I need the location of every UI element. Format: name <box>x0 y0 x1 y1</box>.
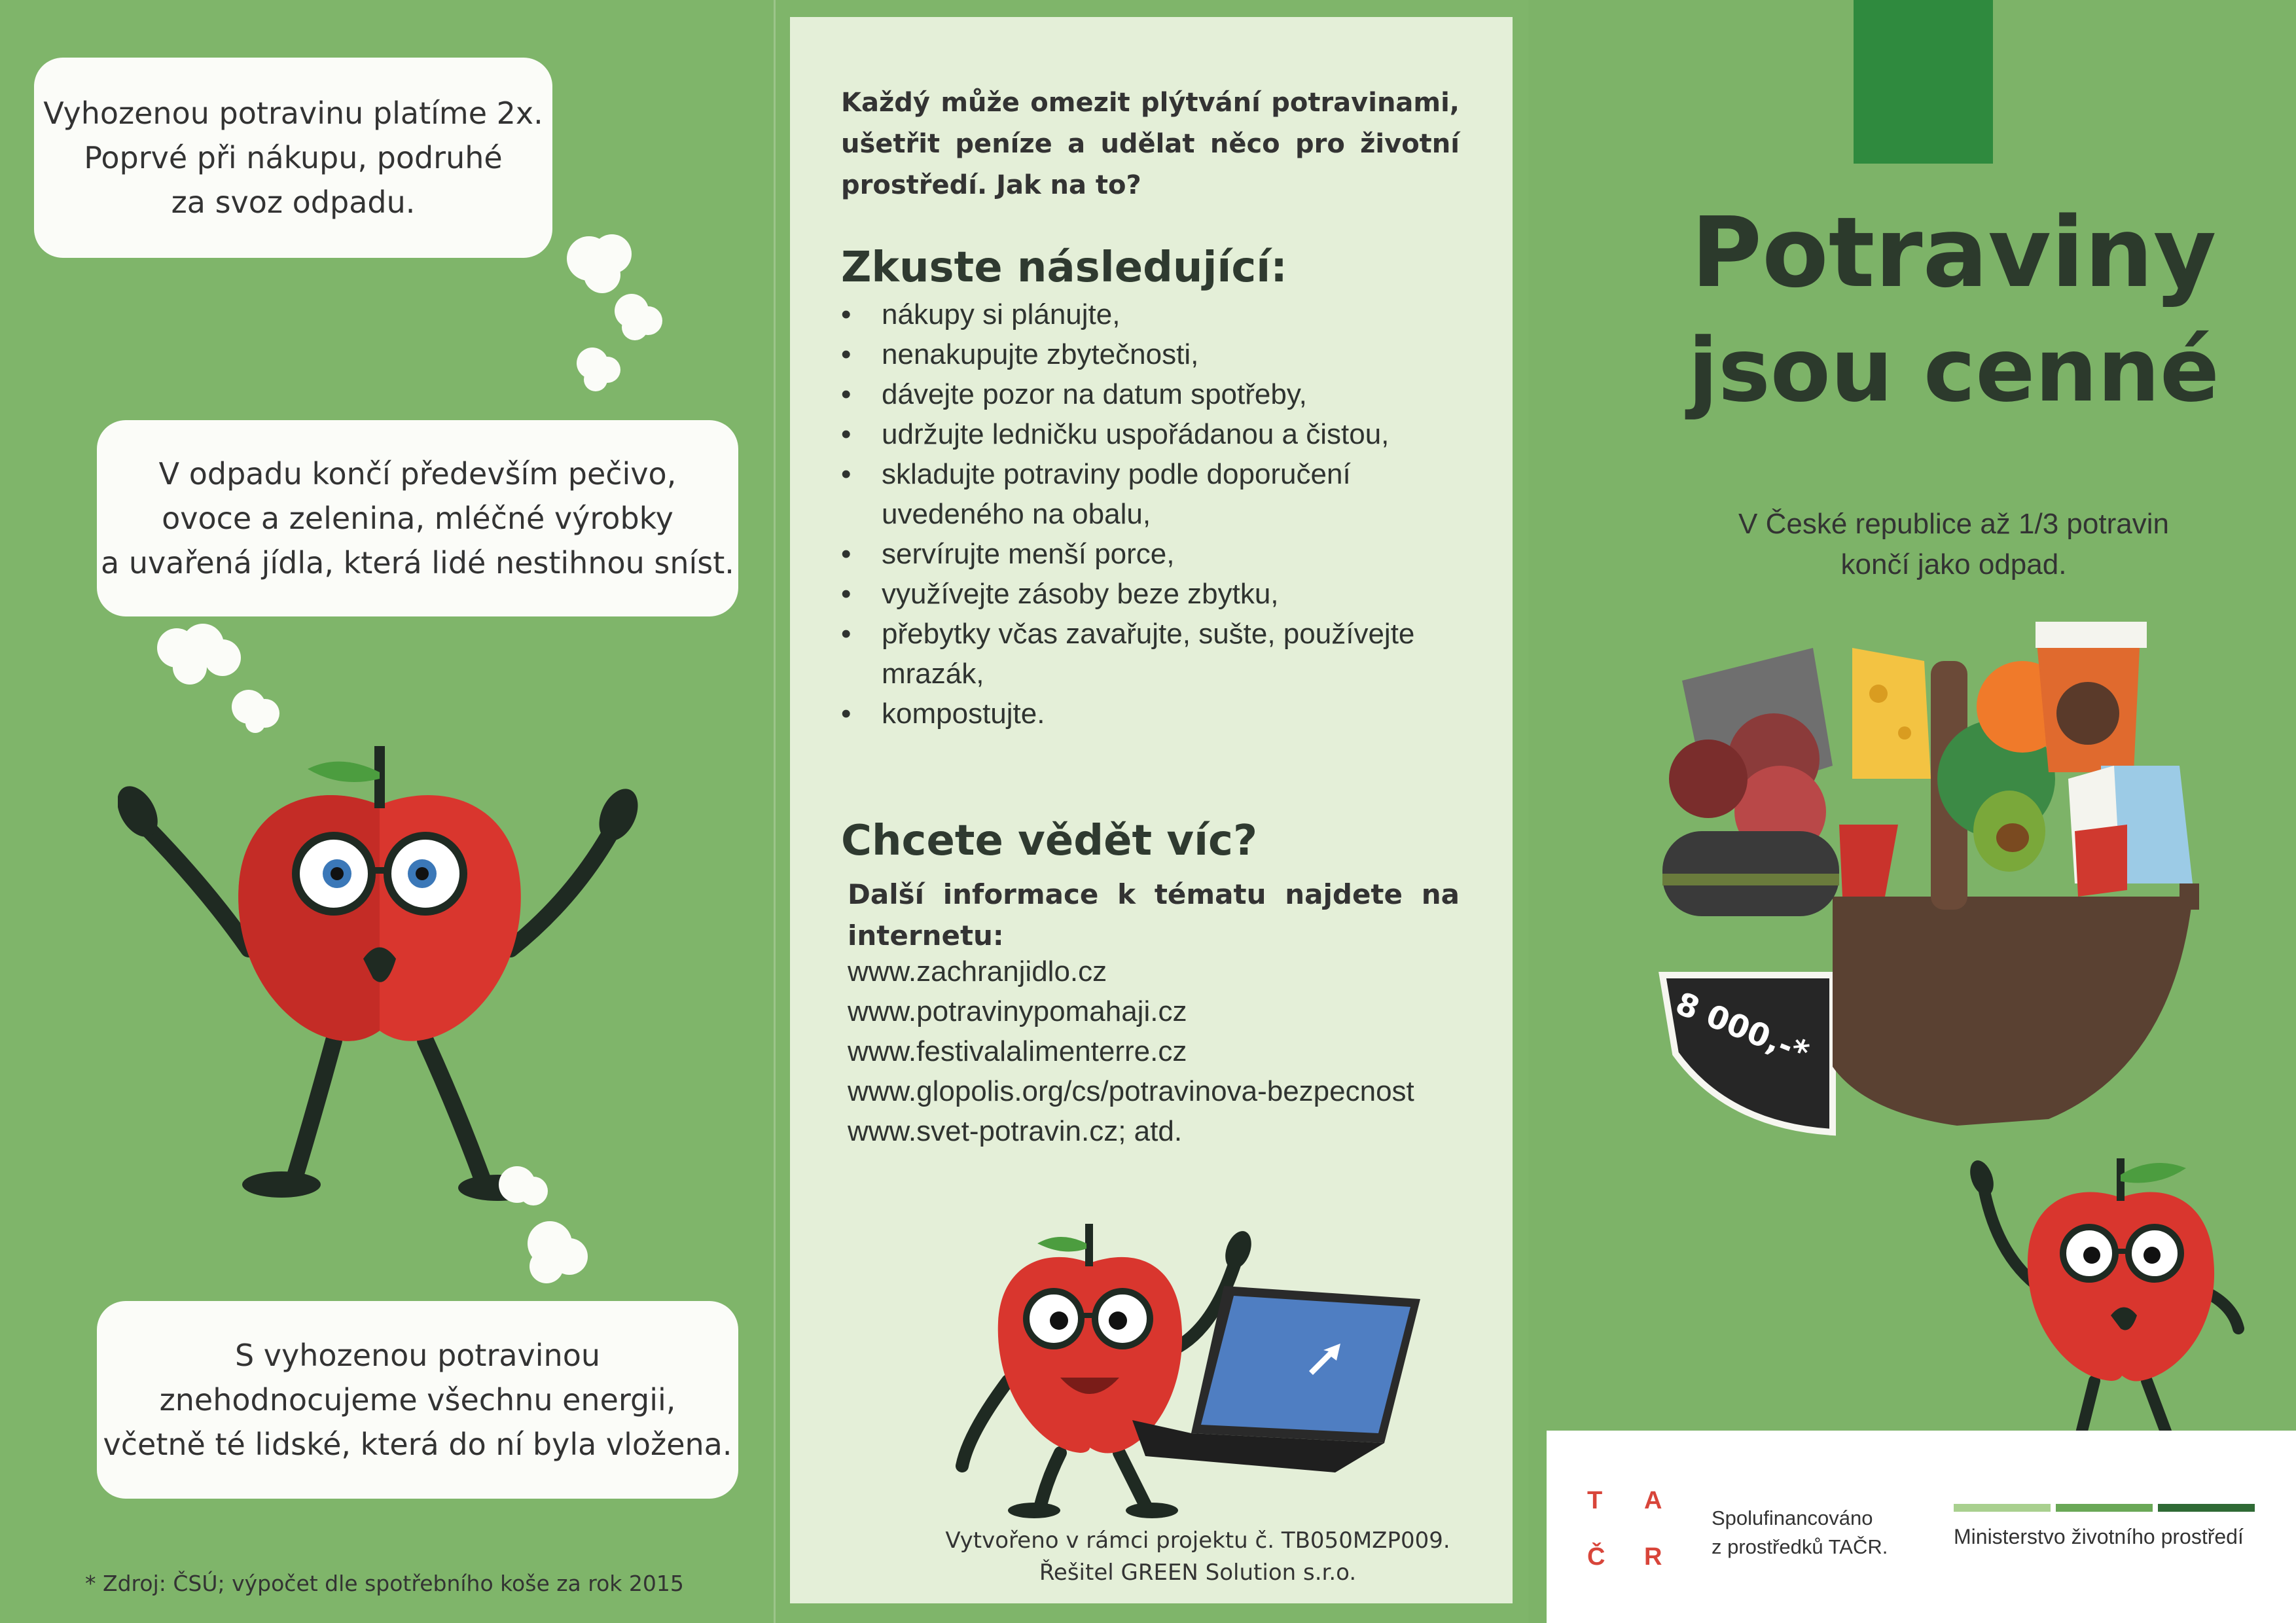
cofund-line1: Spolufinancováno <box>1712 1507 1873 1529</box>
bubble3-line3: včetně té lidské, která do ní byla vložena. <box>103 1427 732 1462</box>
subtitle <box>1676 504 2232 585</box>
speech-bubble-2 <box>97 420 738 616</box>
list-item: • přebytky včas zavařujte, sušte, používejte mrazák, <box>841 614 1458 694</box>
link-item[interactable]: www.festivalalimenterre.cz <box>848 1035 1187 1067</box>
list-item: • servírujte menší porce, <box>841 534 1469 574</box>
subtitle-line2: končí jako odpad. <box>1840 548 2067 580</box>
tacr-logo-letter: Č <box>1587 1543 1607 1571</box>
list-item: • dávejte pozor na datum spotřeby, <box>841 374 1469 414</box>
ministry-bar <box>1954 1504 2255 1512</box>
bubble1-line3: za svoz odpadu. <box>171 185 416 220</box>
speech-bubble-3 <box>97 1301 738 1499</box>
link-item[interactable]: www.svet-potravin.cz; atd. <box>848 1115 1183 1147</box>
tacr-logo-letter: R <box>1644 1543 1664 1571</box>
thought-cloud-icon <box>151 622 295 733</box>
apple-mascot-icon <box>118 733 641 1204</box>
thought-cloud-icon <box>484 1158 602 1289</box>
left-panel <box>0 0 776 1623</box>
ministry-logo-text: Ministerstvo životního prostředí <box>1954 1525 2244 1548</box>
apple-mascot-icon <box>1970 1139 2251 1446</box>
thought-cloud-icon <box>550 223 668 406</box>
cofunding-text <box>1712 1504 1888 1561</box>
ministry-bar-segment <box>2056 1504 2153 1512</box>
ministry-bar-segment <box>2158 1504 2255 1512</box>
ministry-bar-segment <box>1954 1504 2051 1512</box>
list-item: • kompostujte. <box>841 694 1469 734</box>
bubble3-line1: S vyhozenou potravinou <box>234 1338 601 1373</box>
bubble2-line2: ovoce a zelenina, mléčné výrobky <box>162 501 673 536</box>
link-item[interactable]: www.zachranjidlo.cz <box>848 955 1107 988</box>
tacr-logo-letter: A <box>1644 1487 1664 1514</box>
list-item: • nenakupujte zbytečnosti, <box>841 334 1469 374</box>
link-item[interactable]: www.glopolis.org/cs/potravinova-bezpecnost <box>848 1075 1414 1107</box>
list-item: • skladujte potraviny podle doporučení uvedeného na obalu, <box>841 454 1379 534</box>
food-basket-icon <box>1617 609 2206 1152</box>
list-item: • využívejte zásoby beze zbytku, <box>841 574 1469 614</box>
cofund-line2: z prostředků TAČR. <box>1712 1535 1888 1558</box>
more-heading: Chcete vědět víc? <box>841 817 1258 865</box>
credit-line1: Vytvořeno v rámci projektu č. TB050MZP009. <box>945 1527 1450 1554</box>
intro-text: Každý může omezit plýtvání potravinami, ušetřit peníze a udělat něco pro životní prostředí. Jak na to? <box>841 88 1460 200</box>
list-item: • udržujte ledničku uspořádanou a čistou, <box>841 414 1469 454</box>
price-label: 8 000,-* <box>1670 985 1814 1072</box>
tacr-logo-letter: T <box>1587 1487 1604 1514</box>
bubble3-line2: znehodnocujeme všechnu energii, <box>159 1382 676 1418</box>
page-title-line1: Potraviny <box>1691 196 2217 309</box>
bubble1-line2: Poprvé při nákupu, podruhé <box>84 140 503 175</box>
subtitle-line1: V České republice až 1/3 potravin <box>1738 508 2169 540</box>
list-item: • nákupy si plánujte, <box>841 294 1469 334</box>
credit-line2: Řešitel GREEN Solution s.r.o. <box>1039 1560 1357 1586</box>
tips-list <box>841 294 1469 734</box>
dark-green-block <box>1854 0 1993 164</box>
bubble2-line3: a uvařená jídla, která lidé nestihnou sníst. <box>101 545 734 580</box>
links-list <box>848 952 1414 1151</box>
project-credit <box>870 1525 1525 1589</box>
page-title-line2: jsou cenné <box>1688 319 2219 421</box>
bubble1-line1: Vyhozenou potravinu platíme 2x. <box>43 96 543 131</box>
speech-bubble-1 <box>34 58 552 258</box>
laptop-icon <box>1132 1279 1427 1476</box>
link-item[interactable]: www.potravinypomahaji.cz <box>848 995 1187 1027</box>
tips-heading: Zkuste následující: <box>841 243 1287 292</box>
more-subheading: Další informace k tématu najdete na internetu: <box>848 878 1460 952</box>
source-footnote: * Zdroj: ČSÚ; výpočet dle spotřebního koše za rok 2015 <box>85 1571 684 1596</box>
bubble2-line1: V odpadu končí především pečivo, <box>158 456 677 491</box>
